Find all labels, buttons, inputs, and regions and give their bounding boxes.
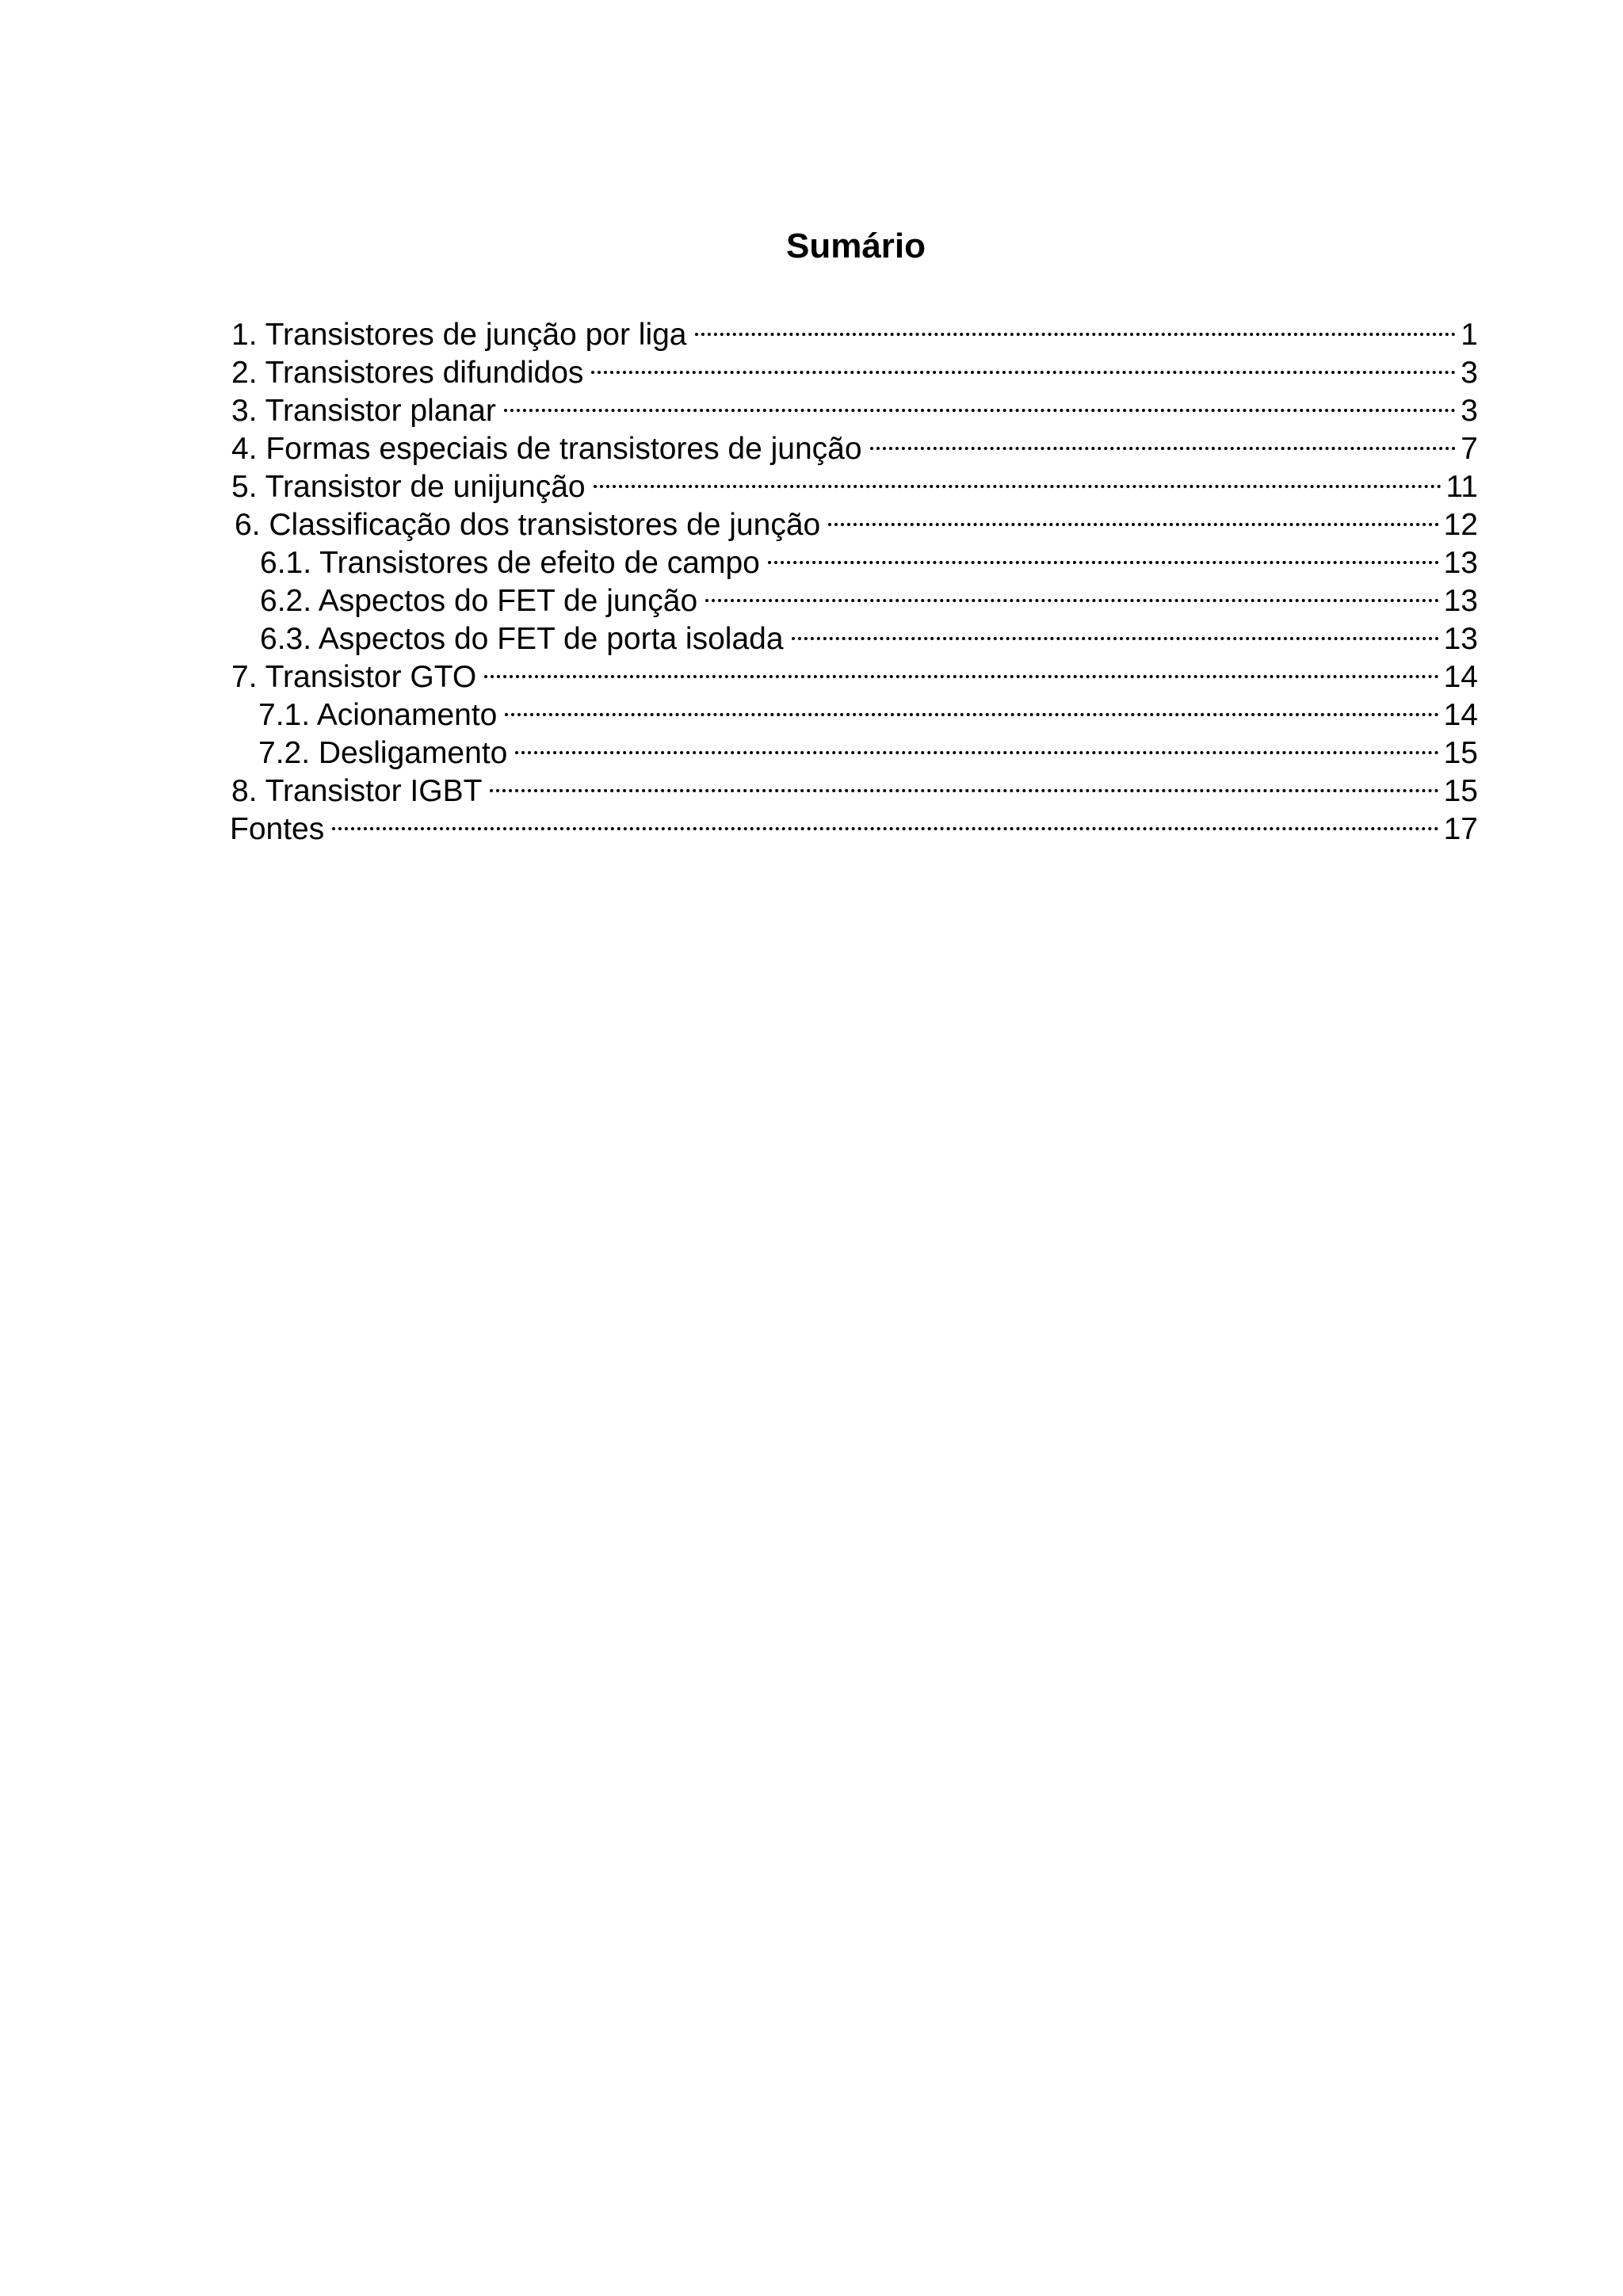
toc-entry[interactable]	[231, 421, 1478, 466]
toc-entry-page: 3	[1461, 394, 1478, 428]
toc-entry-label: Fontes	[230, 812, 325, 846]
toc-entry[interactable]	[231, 763, 1478, 808]
toc-entry[interactable]	[260, 573, 1478, 618]
toc-entry[interactable]	[231, 307, 1478, 352]
toc-entry-label: 6.2. Aspectos do FET de junção	[260, 584, 698, 618]
toc-entry-page: 13	[1443, 584, 1478, 618]
toc-entry-label: 1. Transistores de junção por liga	[231, 318, 687, 352]
toc-entry-page: 14	[1443, 698, 1478, 732]
toc-entry-label: 7.1. Acionamento	[258, 698, 498, 732]
toc-entry[interactable]	[258, 725, 1478, 770]
toc-entry[interactable]	[231, 345, 1478, 390]
toc-leader-dots	[591, 345, 1456, 383]
toc-entry[interactable]	[258, 687, 1478, 732]
toc-entry-label: 8. Transistor IGBT	[231, 774, 483, 808]
toc-leader-dots	[870, 421, 1457, 459]
toc-entry[interactable]	[260, 535, 1478, 580]
toc-leader-dots	[828, 497, 1438, 535]
toc-entry-label: 7. Transistor GTO	[231, 660, 477, 694]
toc-entry[interactable]	[231, 383, 1478, 428]
toc-entry-page: 15	[1443, 736, 1478, 770]
toc-entry-label: 3. Transistor planar	[231, 394, 496, 428]
toc-leader-dots	[695, 307, 1457, 345]
toc-entry[interactable]	[231, 649, 1478, 694]
toc-leader-dots	[515, 725, 1438, 763]
toc-leader-dots	[792, 611, 1439, 649]
toc-leader-dots	[484, 649, 1438, 687]
toc-entry-page: 12	[1443, 508, 1478, 542]
page-title: Sumário	[785, 227, 926, 265]
toc-entry[interactable]	[230, 801, 1478, 846]
toc-entry-page: 13	[1443, 546, 1478, 580]
toc-entry-page: 3	[1461, 356, 1478, 390]
toc-entry-label: 2. Transistores difundidos	[231, 356, 584, 390]
toc-entry-page: 13	[1443, 622, 1478, 656]
toc-entry-page: 7	[1461, 432, 1478, 466]
toc-leader-dots	[705, 573, 1438, 611]
toc-entry-label: 7.2. Desligamento	[258, 736, 508, 770]
toc-entry[interactable]	[235, 497, 1478, 542]
toc-entry-label: 5. Transistor de unijunção	[231, 470, 586, 504]
toc-entry-page: 15	[1443, 774, 1478, 808]
toc-entry-label: 6.3. Aspectos do FET de porta isolada	[260, 622, 784, 656]
toc-entry-label: 4. Formas especiais de transistores de junção	[231, 432, 862, 466]
toc-leader-dots	[490, 763, 1438, 801]
toc-entry[interactable]	[260, 611, 1478, 656]
toc-entry-page: 11	[1445, 470, 1478, 504]
toc-entry-label: 6. Classificação dos transistores de junção	[235, 508, 821, 542]
toc-entry-page: 1	[1461, 318, 1478, 352]
toc-entry-page: 14	[1443, 660, 1478, 694]
toc-leader-dots	[332, 801, 1438, 839]
toc-leader-dots	[504, 383, 1456, 421]
toc-leader-dots	[594, 459, 1442, 497]
toc-leader-dots	[505, 687, 1438, 725]
toc-entry-page: 17	[1443, 812, 1478, 846]
toc-entry[interactable]	[231, 459, 1478, 504]
toc-leader-dots	[768, 535, 1439, 573]
toc-entry-label: 6.1. Transistores de efeito de campo	[260, 546, 760, 580]
